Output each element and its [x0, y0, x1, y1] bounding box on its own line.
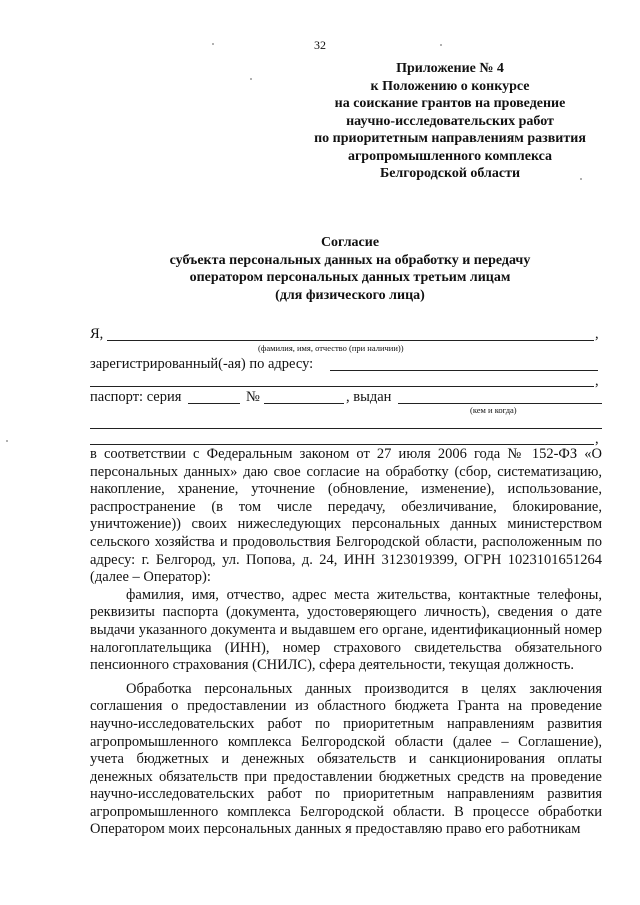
- consent-body: [90, 446, 602, 839]
- address-comma: ,: [595, 373, 599, 389]
- issued-label: , выдан: [346, 389, 392, 405]
- processing-purpose-paragraph: Обработка персональных данных производится в целях заключения соглашения о предоставлении из областного бюджета Гранта на проведение научно-исследовательских работ по приоритетным направлениям развития агропромышленного комплекса Белгородской области (далее – Соглашение), учета бюджетных и денежных обязательств и санкционирования оплаты денежных обязательств при предоставлении бюджетных средств на проведение научно-исследовательских работ по приоритетным направлениям развития агропромышленного комплекса Белгородской области. В процессе обработки Оператором моих персональных данных я предоставляю право его работникам: [90, 680, 602, 838]
- passport-series-field[interactable]: [188, 403, 240, 404]
- address-row-2: [90, 371, 602, 389]
- issued-hint: (кем и когда): [470, 405, 517, 415]
- issued-comma: ,: [595, 431, 599, 447]
- appendix-line: по приоритетным направлениям развития: [314, 131, 586, 146]
- scan-speck: [250, 78, 252, 80]
- issued-field-3[interactable]: [90, 444, 594, 445]
- appendix-header: [300, 60, 600, 183]
- appendix-line: Приложение № 4: [396, 61, 504, 76]
- appendix-line: научно-исследовательских работ: [346, 113, 554, 129]
- fio-hint: (фамилия, имя, отчество (при наличии)): [258, 343, 404, 353]
- issued-by-field[interactable]: [398, 403, 602, 404]
- scan-speck: [6, 440, 8, 442]
- scan-speck: [440, 44, 442, 46]
- personal-data-list: фамилия, имя, отчество, адрес места жительства, контактные телефоны, реквизиты паспорта (документа, удостоверяющего личность), сведения о дате выдачи указанного документа и выдавшем его органе, идентификационный номер налогоплательщика (ИНН), номер страхового свидетельства обязательного пенсионного страхования (СНИЛС), сфера деятельности, текущая должность.: [90, 586, 602, 674]
- fio-row: [90, 325, 602, 343]
- passport-number-field[interactable]: [264, 403, 344, 404]
- appendix-line: к Положению о конкурсе: [370, 78, 530, 94]
- fio-comma: ,: [595, 326, 599, 342]
- passport-row: [90, 388, 602, 406]
- scan-speck: [212, 43, 214, 45]
- title-line: (для физического лица): [275, 287, 425, 303]
- appendix-line: Белгородской области: [379, 166, 521, 181]
- appendix-line: агропромышленного комплекса: [347, 148, 553, 164]
- registered-label: зарегистрированный(-ая) по адресу:: [90, 356, 314, 372]
- scan-speck: [580, 178, 582, 180]
- title-line: субъекта персональных данных на обработку и передачу: [169, 252, 531, 268]
- consent-title: [80, 234, 620, 304]
- passport-series-label: паспорт: серия: [90, 389, 182, 405]
- title-line: Согласие: [320, 235, 380, 250]
- number-label: №: [246, 389, 260, 405]
- page-number: 32: [314, 38, 326, 52]
- address-field-2[interactable]: [90, 386, 594, 387]
- title-line: оператором персональных данных третьим лицам: [189, 270, 511, 285]
- issued-row-2: [90, 413, 602, 431]
- fio-field[interactable]: [107, 340, 594, 341]
- consent-paragraph: в соответствии с Федеральным законом от 27 июля 2006 года № 152-ФЗ «О персональных данных» даю свое согласие на обработку (сбор, систематизацию, накопление, хранение, уточнение (обновление, изменение), использование, распространение (в том числе передачу, обезличивание, блокирование, уничтожение)) своих нижеследующих персональных данных министерством сельского хозяйства и продовольствия Белгородской области, расположенным по адресу: г. Белгород, ул. Попова, д. 24, ИНН 3123019399, ОГРН 1023101651264 (далее – Оператор):: [90, 446, 602, 586]
- appendix-line: на соискание грантов на проведение: [334, 96, 566, 111]
- i-label: Я,: [90, 326, 104, 342]
- issued-field-2[interactable]: [90, 428, 602, 429]
